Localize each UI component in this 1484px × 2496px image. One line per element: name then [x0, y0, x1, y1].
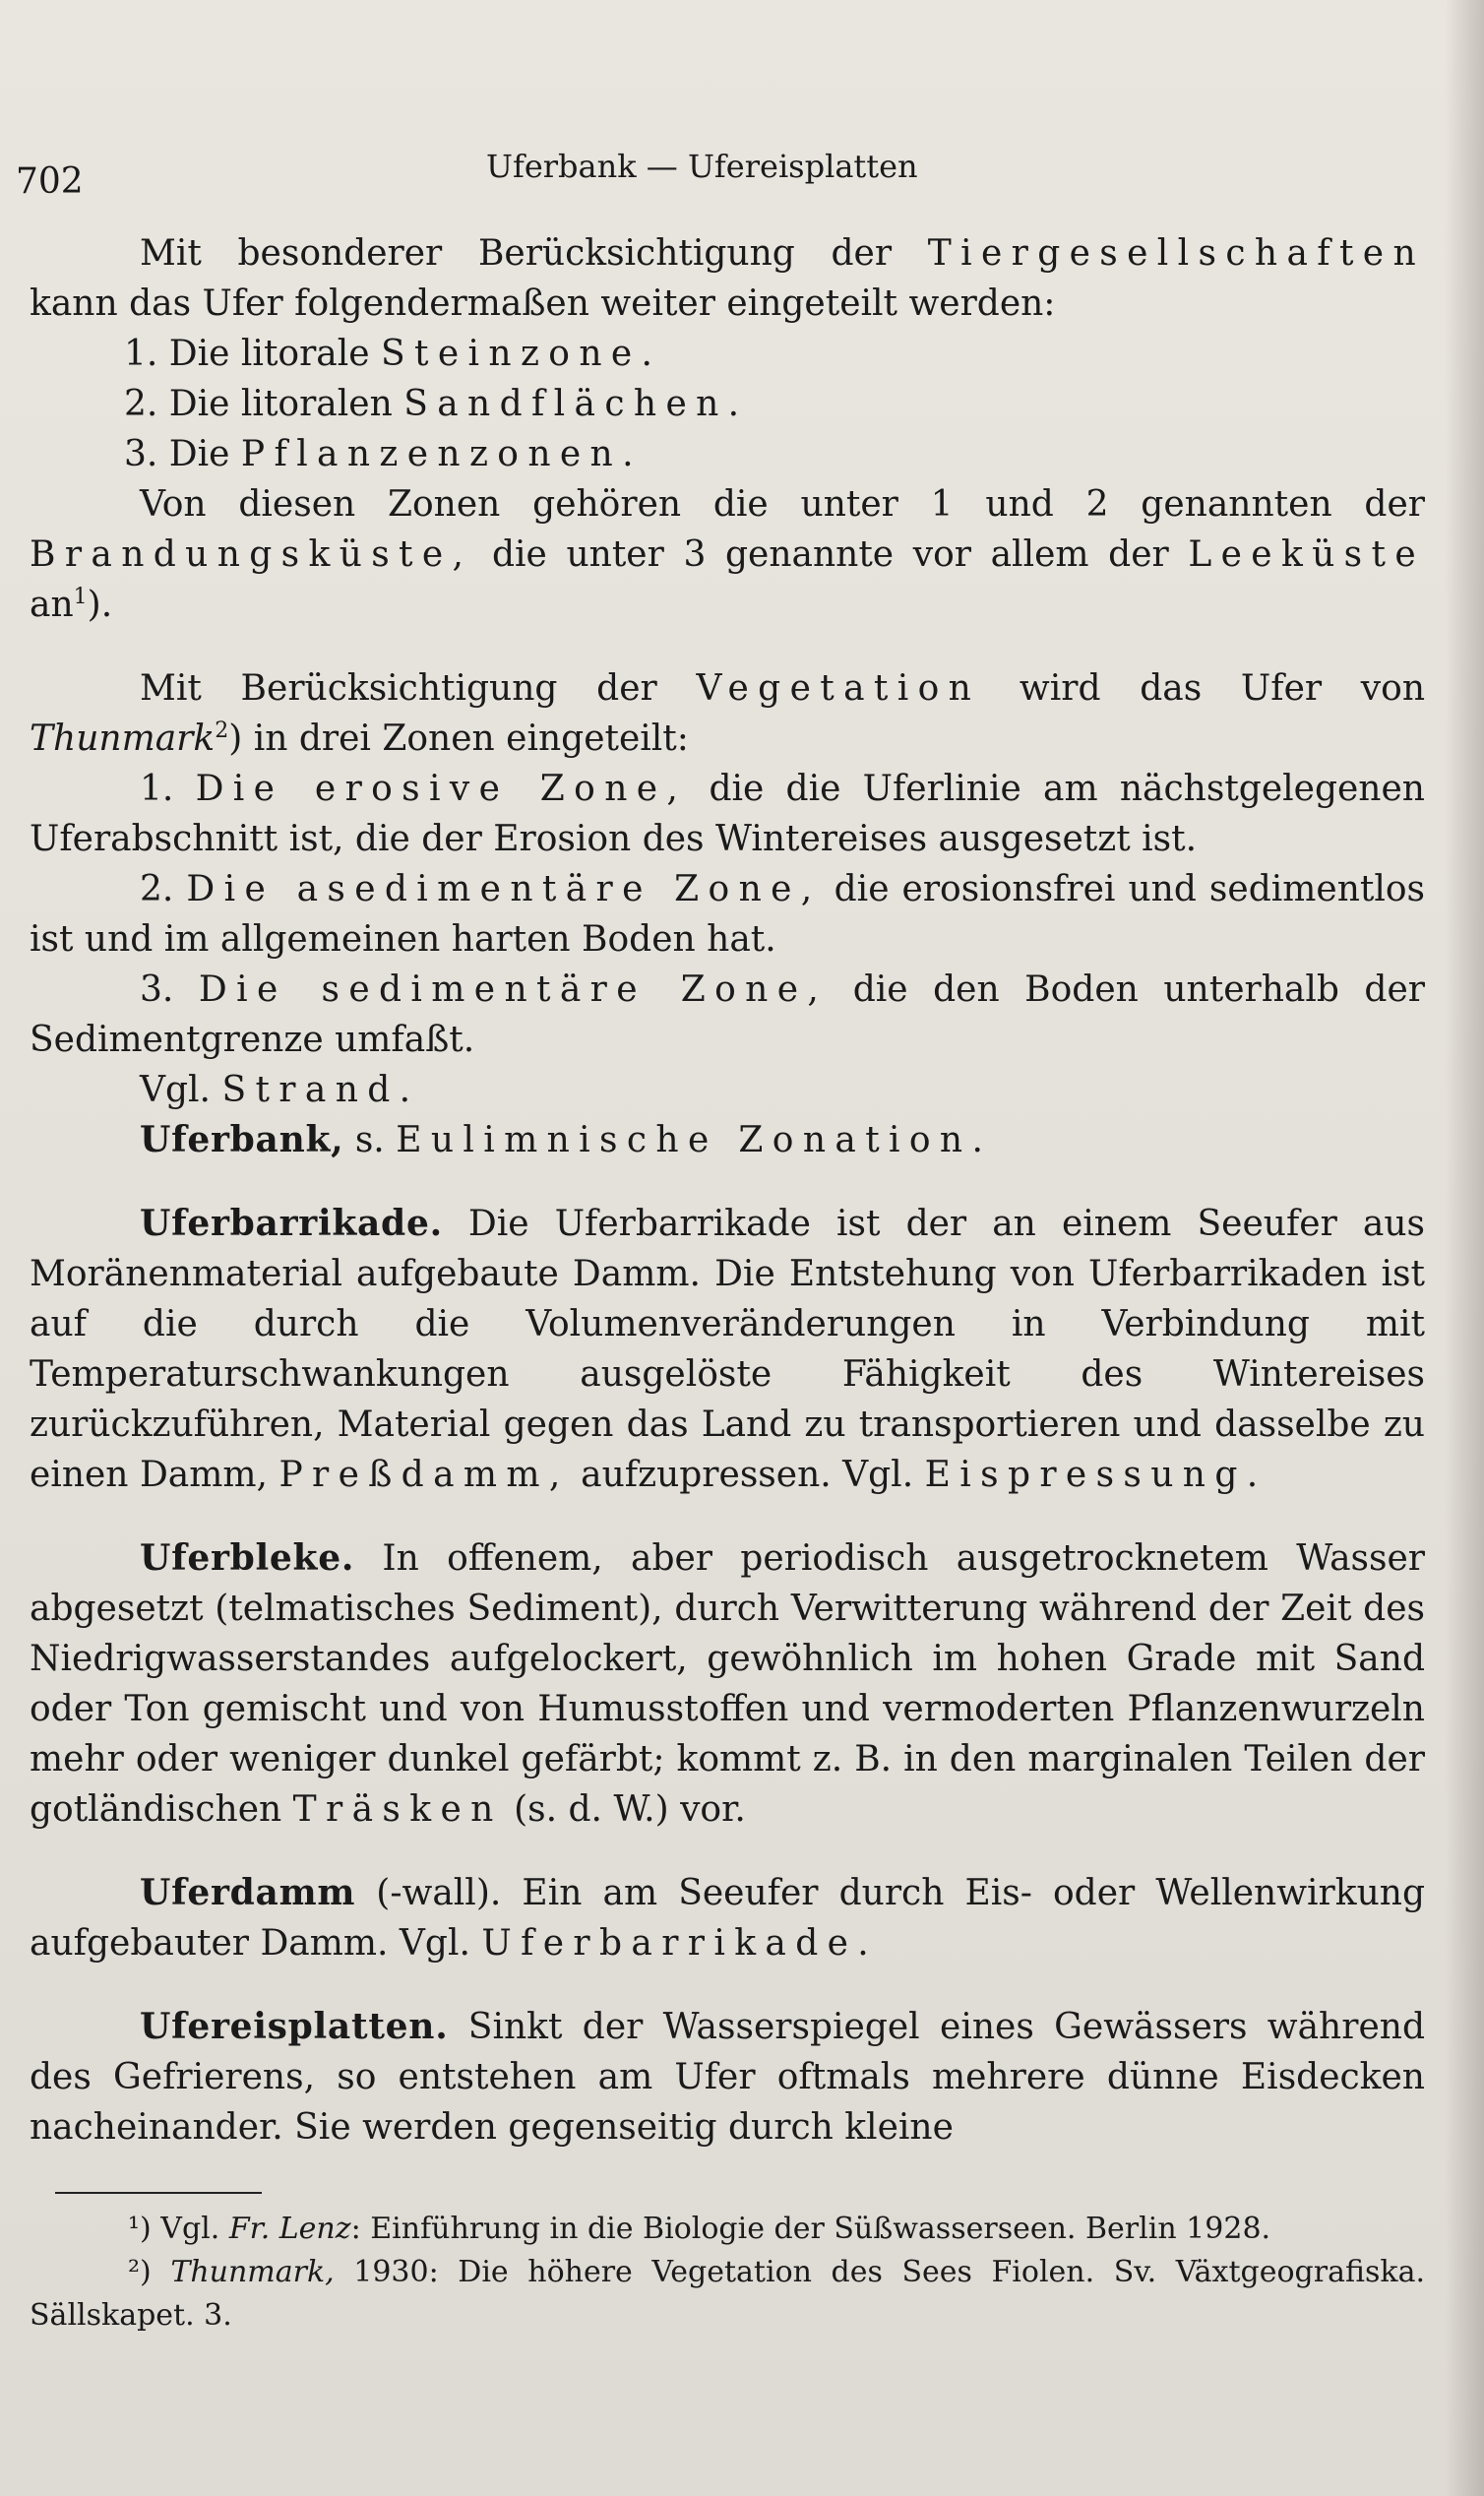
page-body — [30, 228, 1425, 2338]
list-item: 1. Die litorale Steinzone. — [124, 334, 662, 374]
footnote-2: ²) Thunmark, 1930: Die höhere Vegetation des Sees Fiolen. Sv. Växtgeografiska. Sällskapet. 3. — [30, 2255, 1425, 2333]
list-item: 2. Die litoralen Sandflächen. — [124, 384, 749, 424]
footnote-1: ¹) Vgl. Fr. Lenz: Einführung in die Biologie der Süßwasserseen. Berlin 1928. — [128, 2212, 1271, 2246]
entry-uferbank: Uferbank, s. Eulimnische Zonation. — [140, 1119, 993, 1160]
entry-headword: Uferbleke. — [140, 1537, 355, 1579]
entry-uferbleke: Uferbleke. In offenem, aber periodisch ausgetrocknetem Wasser abgesetzt (telmatisches Sediment), durch Verwitterung während der Zeit des Niedrigwasserstandes aufgelockert, gewöhnlich im hohen Grade mit Sand oder Ton gemischt und von Humusstoffen und vermoderten Pflanzenwurzeln mehr oder weniger dunkel gefärbt; kommt z. B. in den marginalen Teilen der gotländischen Träsken (s. d. W.) vor. — [30, 1537, 1425, 1830]
entry-headword: Uferdamm — [140, 1872, 356, 1913]
entry-headword: Uferbank, — [140, 1119, 344, 1160]
entry-ufereisplatten: Ufereisplatten. Sinkt der Wasserspiegel eines Gewässers während des Gefrierens, so entstehen am Ufer oftmals mehrere dünne Eisdecken nacheinander. Sie werden gegenseitig durch kleine — [30, 2006, 1425, 2148]
running-head: Uferbank — Ufereisplatten — [486, 148, 918, 185]
vegetation-paragraph: Mit Berücksichtigung der Vegetation wird das Ufer von Thunmark$^2$) in drei Zonen eingeteilt: — [30, 668, 1425, 759]
cross-reference: Vgl. Strand. — [140, 1070, 420, 1110]
list-item: 3. Die sedimentäre Zone, die den Boden unterhalb der Sedimentgrenze umfaßt. — [30, 969, 1425, 1060]
intro-paragraph: Mit besonderer Berücksichtigung der Tiergesellschaften kann das Ufer folgendermaßen weiter eingeteilt werden: — [30, 233, 1425, 324]
entry-uferbarrikade: Uferbarrikade. Die Uferbarrikade ist der an einem Seeufer aus Moränenmaterial aufgebaute Damm. Die Entstehung von Uferbarrikaden ist auf die durch die Volumenveränderungen in Verbindung mit Temperaturschwankungen ausgelöste Fähigkeit des Wintereises zurückzuführen, Material gegen das Land zu transportieren und dasselbe zu einen Damm, Preßdamm, aufzupressen. Vgl. Eispressung. — [30, 1203, 1425, 1495]
footnote-divider — [55, 2192, 262, 2194]
entry-headword: Uferbarrikade. — [140, 1203, 443, 1244]
list-item: 2. Die asedimentäre Zone, die erosionsfrei und sedimentlos ist und im allgemeinen harten Boden hat. — [30, 869, 1426, 960]
list-item: 3. Die Pflanzenzonen. — [124, 434, 643, 474]
page-header — [16, 148, 1425, 207]
list-item: 1. Die erosive Zone, die die Uferlinie am nächstgelegenen Uferabschnitt ist, die der Erosion des Wintereises ausgesetzt ist. — [30, 769, 1425, 859]
entry-headword: Ufereisplatten. — [140, 2006, 449, 2047]
footnote-ref-1[interactable]: 1 — [73, 585, 88, 609]
footnote-ref-2[interactable]: 2 — [215, 718, 229, 743]
page-number: 702 — [16, 161, 84, 202]
zone-assignment-paragraph: Von diesen Zonen gehören die unter 1 und 2 genannten der Brandungsküste, die unter 3 genannte vor allem der Leeküste $an^1$). — [30, 484, 1425, 625]
entry-uferdamm: Uferdamm (-wall). Ein am Seeufer durch Eis- oder Wellenwirkung aufgebauter Damm. Vgl. Uferbarrikade. — [30, 1872, 1425, 1964]
